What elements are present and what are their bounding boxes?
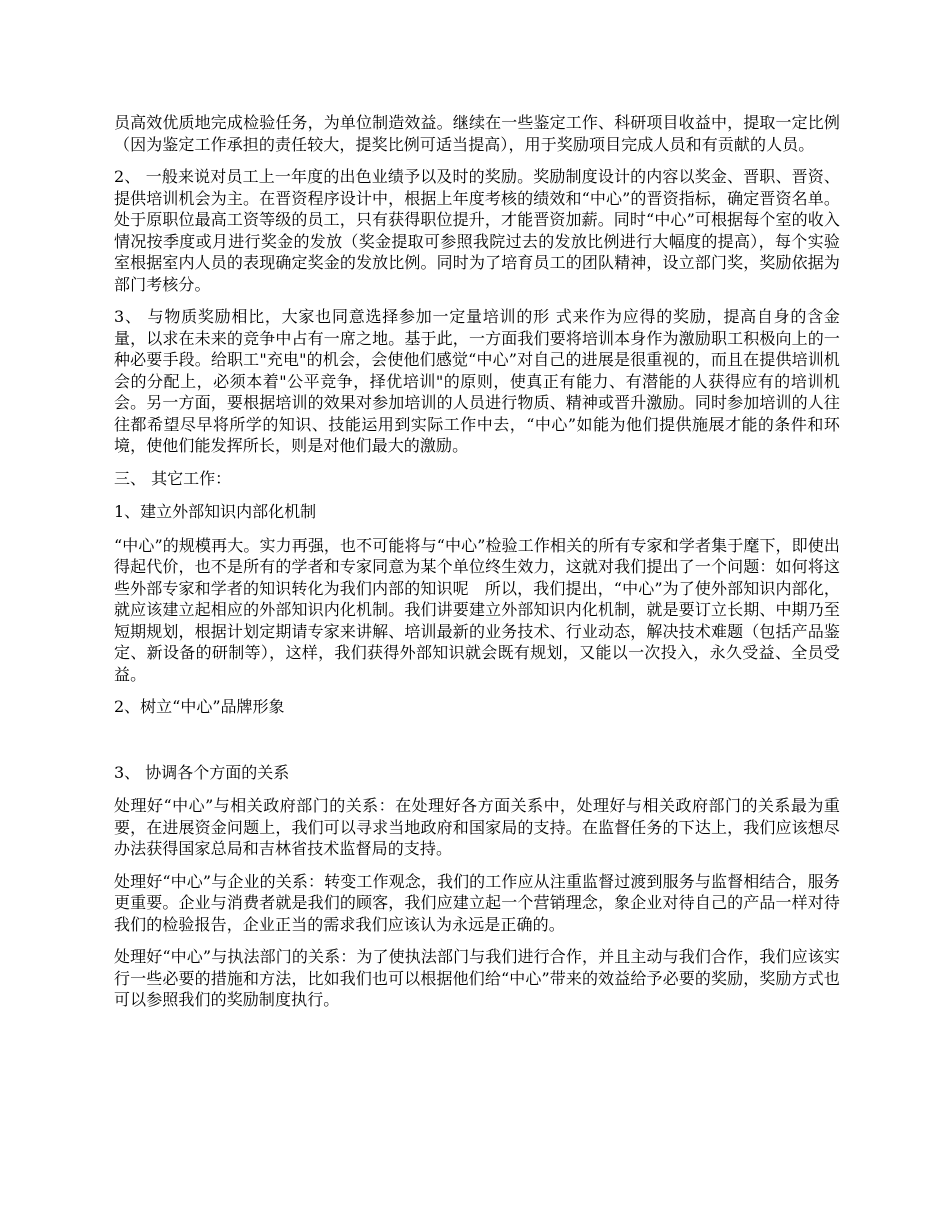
document-page (114, 112, 840, 1022)
paragraph-external-knowledge: “中心”的规模再大。实力再强，也不可能将与“中心”检验工作相关的所有专家和学者集于麾下，即使出得起代价，也不是所有的学者和专家同意为某个单位终生效力，这就对我们提出了一个问题：如何将这些外部专家和学者的知识转化为我们内部的知识呢 所以，我们提出，“中心”为了使外部知识内部化，就应该建立起相应的外部知识内化机制。我们讲要建立外部知识内化机制，就是要订立长期、中期乃至短期规划，根据计划定期请专家来讲解、培训最新的业务技术、行业动态，解决技术难题（包括产品鉴定、新设备的研制等），这样，我们获得外部知识就会既有规划，又能以一次投入，永久受益、全员受益。 (114, 535, 840, 684)
paragraph-enterprise-relations: 处理好“中心”与企业的关系：转变工作观念，我们的工作应从注重监督过渡到服务与监督相结合，服务更重要。企业与消费者就是我们的顾客，我们应建立起一个营销理念，象企业对待自己的产品一样对待我们的检验报告，企业正当的需求我们应该认为永远是正确的。 (114, 871, 840, 934)
subheading-external-knowledge: 1、建立外部知识内部化机制 (114, 502, 317, 521)
section-heading-other-work: 三、 其它工作： (114, 468, 232, 488)
subheading-brand-image: 2、树立“中心”品牌形象 (114, 697, 285, 716)
subheading-coordinate-relations: 3、 协调各个方面的关系 (114, 762, 290, 782)
paragraph-reward-projects: 员高效优质地完成检验任务，为单位制造效益。继续在一些鉴定工作、科研项目收益中，提取一定比例（因为鉴定工作承担的责任较大，提奖比例可适当提高），用于奖励项目完成人员和有贡献的人员。 (114, 113, 840, 154)
paragraph-law-enforcement-relations: 处理好“中心”与执法部门的关系：为了使执法部门与我们进行合作，并且主动与我们合作，我们应该实行一些必要的措施和方法，比如我们也可以根据他们给“中心”带来的效益给予必要的奖励，奖励方式也可以参照我们的奖励制度执行。 (114, 947, 840, 1009)
paragraph-training-reward: 3、 与物质奖励相比，大家也同意选择参加一定量培训的形 式来作为应得的奖励，提高自身的含金量，以求在未来的竞争中占有一席之地。基于此，一方面我们要将培训本身作为激励职工积极向上的一种必要手段。给职工"充电"的机会，会使他们感觉“中心”对自己的进展是很重视的，而且在提供培训机会的分配上，必须本着"公平竞争，择优培训"的原则，使真正有能力、有潜能的人获得应有的培训机会。另一方面，要根据培训的效果对参加培训的人员进行物质、精神或晋升激励。同时参加培训的人往往都希望尽早将所学的知识、技能运用到实际工作中去，“中心”如能为他们提供施展才能的条件和环境，使他们能发挥所长，则是对他们最大的激励。 (114, 307, 840, 455)
paragraph-annual-reward: 2、 一般来说对员工上一年度的出色业绩予以及时的奖励。奖励制度设计的内容以奖金、晋职、晋资、提供培训机会为主。在晋资程序设计中，根据上年度考核的绩效和“中心”的晋资指标，确定晋资名单。处于原职位最高工资等级的员工，只有获得职位提升，才能晋资加薪。同时“中心”可根据每个室的收入情况按季度或月进行奖金的发放（奖金提取可参照我院过去的发放比例进行大幅度的提高），每个实验室根据室内人员的表现确定奖金的发放比例。同时为了培育员工的团队精神，设立部门奖，奖励依据为部门考核分。 (114, 167, 840, 294)
blank-space (114, 730, 840, 758)
paragraph-government-relations: 处理好“中心”与相关政府部门的关系：在处理好各方面关系中，处理好与相关政府部门的关系最为重要，在进展资金问题上，我们可以寻求当地政府和国家局的支持。在监督任务的下达上，我们应该想尽办法获得国家总局和吉林省技术监督局的支持。 (114, 796, 840, 858)
